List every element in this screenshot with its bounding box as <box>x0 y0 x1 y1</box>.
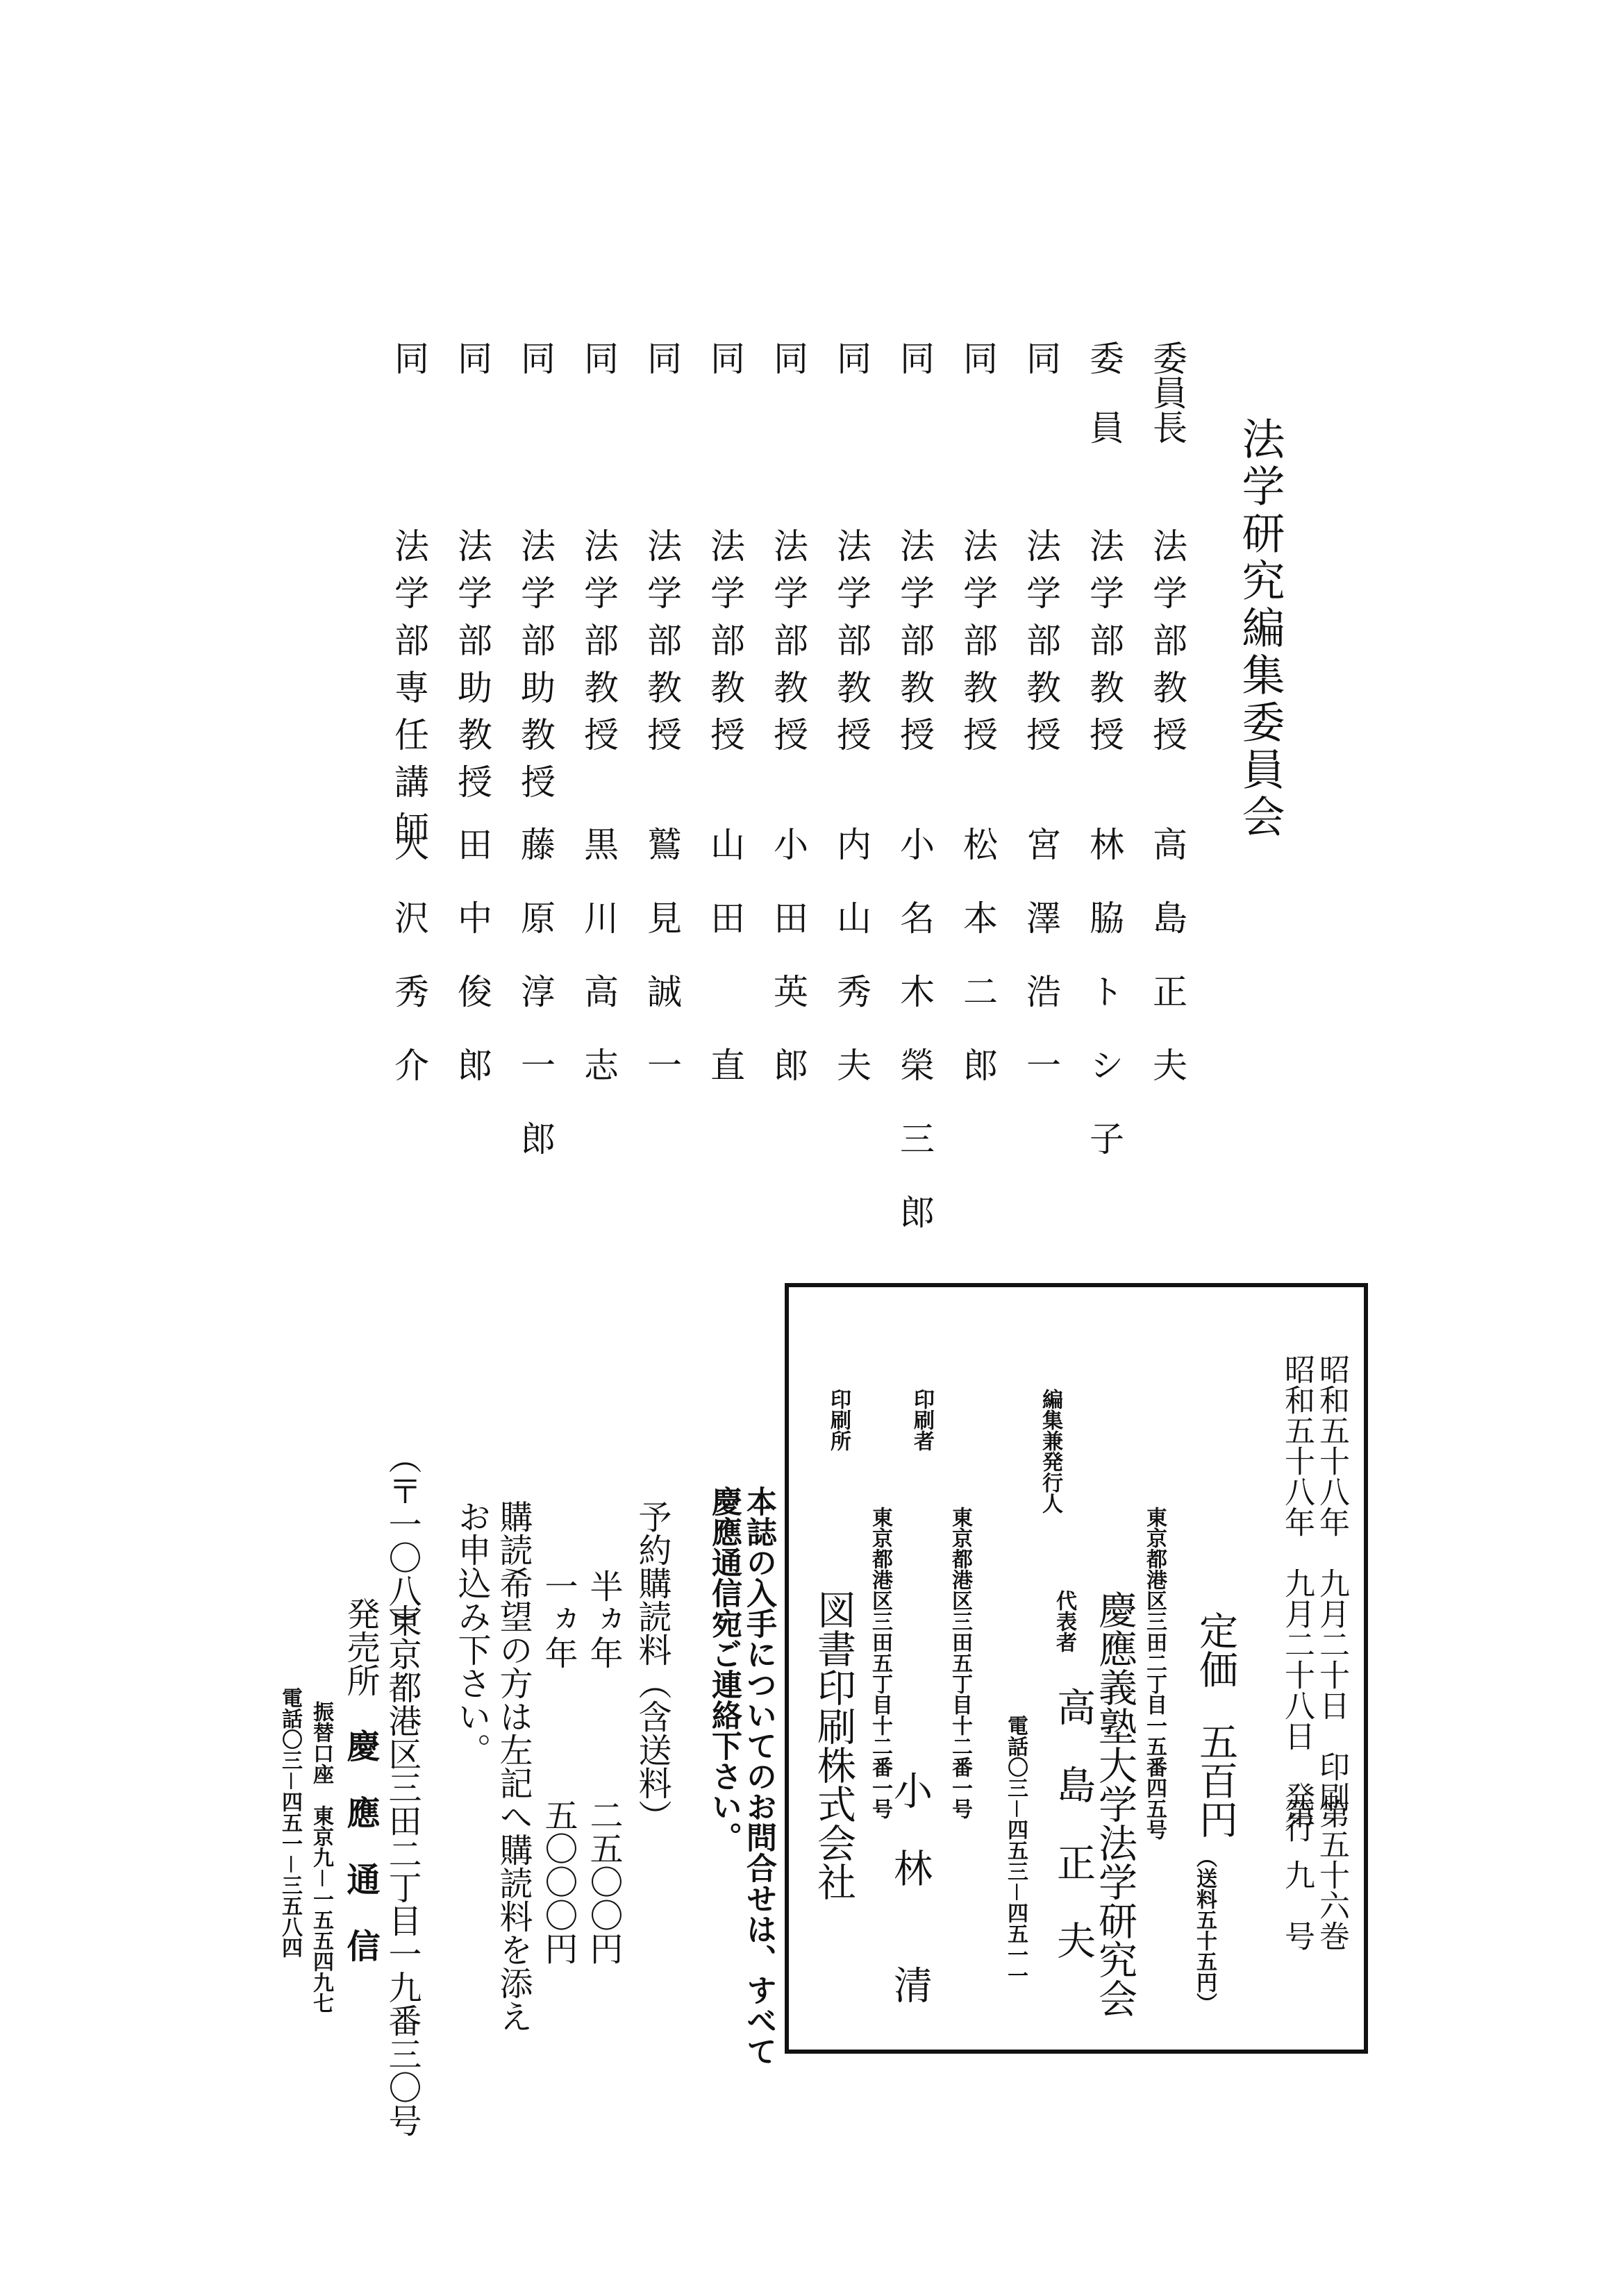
member-title: 法学部助教授 <box>515 528 556 811</box>
one-year-price: 五〇〇〇円 <box>539 1798 578 1965</box>
member-role: 同 <box>515 340 556 375</box>
member-title: 法学部専任講師 <box>389 528 429 858</box>
volume-number: 第五十六巻 <box>1314 1798 1349 1951</box>
member-name: 小名木榮三郎 <box>894 826 935 1268</box>
postage-note: （送料五十五円） <box>1192 1847 1217 2013</box>
member-title: 法学部教授 <box>1084 528 1124 764</box>
member-title: 法学部教授 <box>958 528 998 764</box>
printer-company-name: 図書印刷株式会社 <box>811 1590 856 1901</box>
member-title: 法学部助教授 <box>452 528 492 811</box>
one-year-label: 一ヵ年 <box>539 1569 578 1669</box>
subscription-note-line-1: 購読希望の方は左記へ購読料を添え <box>494 1500 533 2033</box>
member-title: 法学部教授 <box>831 528 871 764</box>
printer-company-label: 印刷所 <box>826 1389 851 1451</box>
member-title: 法学部教授 <box>1021 528 1061 764</box>
representative-label: 代表者 <box>1052 1590 1076 1652</box>
member-name: 林脇トシ子 <box>1084 826 1124 1194</box>
editor-address: 東京都港区三田二丁目一五番四五号 <box>1142 1507 1167 1840</box>
representative-name: 高 島 正 夫 <box>1051 1687 1096 1959</box>
transfer-account: 振替口座 東京九－一五五四九七 <box>309 1701 333 2013</box>
member-role: 同 <box>831 340 871 375</box>
member-title: 法学部教授 <box>894 528 935 764</box>
member-name: 藤原淳一郎 <box>515 826 556 1194</box>
member-name: 黒川高志 <box>578 826 619 1121</box>
editor-organization: 慶應義塾大学法学研究会 <box>1092 1590 1137 2018</box>
print-date: 昭和五十八年 九月二十日 印刷 <box>1314 1354 1349 1812</box>
member-role: 同 <box>958 340 998 375</box>
member-name: 鷲見誠一 <box>642 826 682 1121</box>
member-name: 田中俊郎 <box>452 826 492 1121</box>
member-title: 法学部教授 <box>578 528 619 764</box>
printer-person-address: 東京都港区三田五丁目十二番一号 <box>948 1507 972 1819</box>
issue-number: 第 九 号 <box>1279 1798 1315 1951</box>
member-title: 法学部教授 <box>1147 528 1187 764</box>
member-role: 同 <box>389 340 429 375</box>
member-role: 委員長 <box>1147 340 1187 444</box>
publisher-label: 発売所 <box>341 1597 380 1697</box>
member-role: 同 <box>1021 340 1061 375</box>
member-role: 同 <box>452 340 492 375</box>
price-label: 定価 <box>1193 1611 1238 1689</box>
half-year-label: 半ヵ年 <box>584 1569 623 1669</box>
price-value: 五百円 <box>1193 1722 1238 1838</box>
printer-company-address: 東京都港区三田五丁目十二番一号 <box>868 1507 892 1819</box>
subscription-note-line-2: お申込み下さい。 <box>452 1500 491 1766</box>
inquiry-line-1: 本誌の入手についてのお問合せは、すべて <box>741 1486 776 2066</box>
member-name: 山田 直 <box>705 826 745 1121</box>
member-name: 松本二郎 <box>958 826 998 1121</box>
committee-title: 法学研究編集委員会 <box>1235 417 1285 841</box>
printer-person-name: 小 林 清 <box>887 1770 933 2004</box>
member-role: 委 員 <box>1084 340 1124 444</box>
member-role: 同 <box>642 340 682 375</box>
member-name: 大沢秀介 <box>389 826 429 1121</box>
member-title: 法学部教授 <box>642 528 682 764</box>
publisher-address: 東京都港区三田二丁目一九番三〇号 <box>383 1604 422 2137</box>
publish-date: 昭和五十八年 九月二十八日 発行 <box>1279 1354 1315 1843</box>
subscription-label: 予約購読料（含送料） <box>633 1500 672 1833</box>
member-name: 内山秀夫 <box>831 826 871 1121</box>
member-role: 同 <box>705 340 745 375</box>
member-name: 高島正夫 <box>1147 826 1187 1121</box>
printer-person-label: 印刷者 <box>910 1389 934 1451</box>
member-role: 同 <box>768 340 808 375</box>
member-name: 小田英郎 <box>768 826 808 1121</box>
half-year-price: 二五〇〇円 <box>584 1798 623 1965</box>
member-role: 同 <box>578 340 619 375</box>
member-title: 法学部教授 <box>768 528 808 764</box>
inquiry-line-2: 慶應通信宛ご連絡下さい。 <box>706 1486 742 1852</box>
postal-code: （〒一〇八） <box>383 1441 422 1641</box>
publisher-phone: 電話〇三－四五一－三五八四 <box>278 1687 302 1958</box>
member-role: 同 <box>894 340 935 375</box>
editor-label: 編集兼発行人 <box>1038 1389 1062 1514</box>
member-title: 法学部教授 <box>705 528 745 764</box>
publisher-name: 慶 應 通 信 <box>341 1729 380 1962</box>
editor-phone: 電話〇三－四五三－四五一一 <box>1003 1715 1028 1986</box>
member-name: 宮澤浩一 <box>1021 826 1061 1121</box>
